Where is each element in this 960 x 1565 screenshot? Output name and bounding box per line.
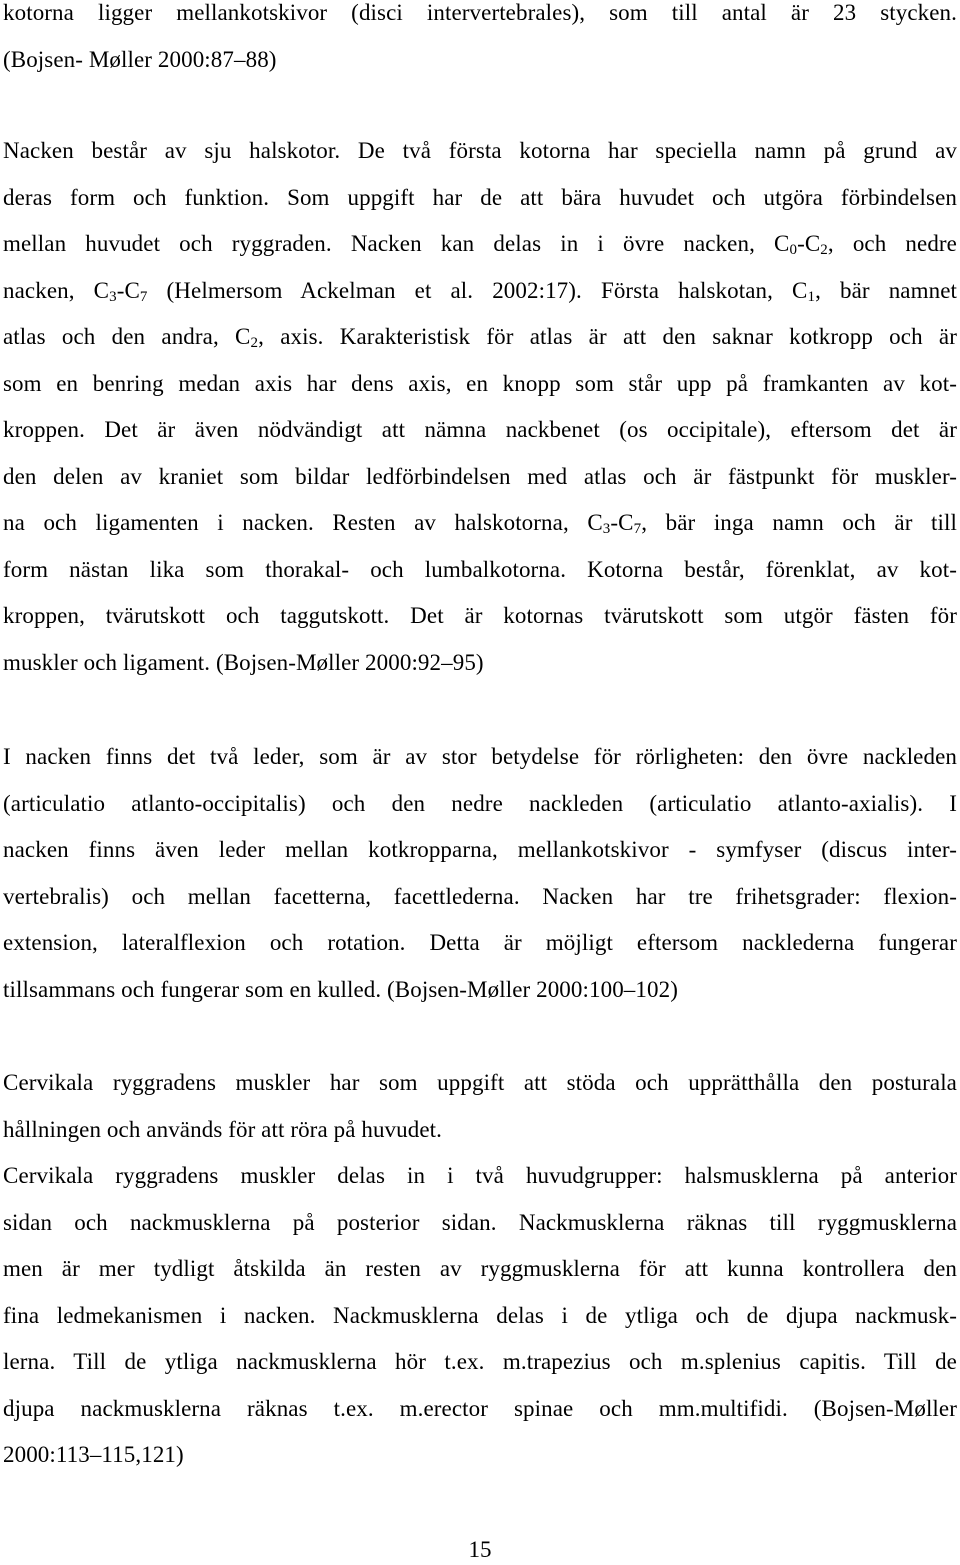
- text-line: men är mer tydligt åtskilda än resten av ryggmusklerna för att kunna kontrollera den: [3, 1256, 957, 1281]
- subscript: 2: [820, 242, 828, 258]
- text-line: sidan och nackmusklerna på posterior sidan. Nackmusklerna räknas till ryggmusklerna: [3, 1209, 957, 1235]
- subscript: 3: [109, 288, 117, 305]
- subscript: 0: [789, 242, 798, 258]
- text-line: na och ligamenten i nacken. Resten av halskotorna, $C_3-C_7$, bär inga namn och är till: [3, 510, 958, 537]
- text-line: (articulatio atlanto-occipitalis) och den nedre nackleden (articulatio atlanto-axialis). I: [3, 790, 957, 816]
- text-line: I nacken finns det två leder, som är av stor betydelse för rörligheten: den övre nackleden: [3, 744, 957, 769]
- subscript: 7: [633, 521, 642, 537]
- text-line: Nacken består av sju halskotor. De två första kotorna har speciella namn på grund av: [3, 138, 957, 163]
- text-line: kotorna ligger mellankotskivor (disci intervertebrales), som till antal är 23 stycken.: [3, 0, 957, 25]
- subscript: 7: [139, 288, 148, 305]
- text-line: nacken finns även leder mellan kotkropparna, mellankotskivor - symfyser (discus inter-: [3, 837, 957, 862]
- subscript: 2: [250, 335, 259, 351]
- text-line: vertebralis) och mellan facetterna, facettlederna. Nacken har tre frihetsgrader: flexion-: [3, 883, 957, 909]
- subscript: 1: [807, 288, 816, 305]
- paragraph-5: [3, 1153, 957, 1479]
- text-line: (Bojsen- Møller 2000:87–88): [3, 46, 277, 72]
- page-number: 15: [468, 1537, 492, 1562]
- text-line: 2000:113–115,121): [3, 1442, 184, 1467]
- text-line: tillsammans och fungerar som en kulled. (Bojsen-Møller 2000:100–102): [3, 976, 678, 1002]
- text-line: den delen av kraniet som bildar ledförbindelsen med atlas och är fästpunkt för muskler-: [3, 463, 957, 489]
- text-line: kroppen, tvärutskott och taggutskott. Det är kotornas tvärutskott som utgör fästen för: [3, 603, 957, 628]
- text-line: kroppen. Det är även nödvändigt att nämna nackbenet (os occipitale), eftersom det är: [3, 417, 957, 442]
- text-line: fina ledmekanismen i nacken. Nackmusklerna delas i de ytliga och de djupa nackmusk-: [3, 1302, 957, 1328]
- text-line: form nästan lika som thorakal- och lumbalkotorna. Kotorna består, förenklat, av kot-: [3, 556, 957, 582]
- paragraph-2: [3, 128, 957, 686]
- text-line: atlas och den andra, $C_2$, axis. Karakteristisk för atlas är att den saknar kotkropp och är: [3, 324, 957, 351]
- text-line: muskler och ligament. (Bojsen-Møller 2000:92–95): [3, 649, 484, 675]
- text-line: djupa nackmusklerna räknas t.ex. m.erector spinae och mm.multifidi. (Bojsen-Møller: [3, 1395, 957, 1421]
- text-line: lerna. Till de ytliga nackmusklerna hör t.ex. m.trapezius och m.splenius capitis. Till de: [3, 1349, 957, 1374]
- paragraph-1: [3, 0, 957, 83]
- paragraph-4: [3, 1060, 957, 1153]
- text-line: hållningen och används för att röra på huvudet.: [3, 1116, 443, 1142]
- text-line: mellan huvudet och ryggraden. Nacken kan delas in i övre nacken, $C_0-C_2$, och nedre: [3, 231, 957, 258]
- text-line: som en benring medan axis har dens axis, en knopp som står upp på framkanten av kot-: [3, 370, 957, 396]
- subscript: 3: [602, 521, 611, 537]
- text-line: Cervikala ryggradens muskler delas in i två huvudgrupper: halsmusklerna på anterior: [3, 1163, 957, 1188]
- paragraph-3: [3, 734, 957, 1013]
- text-line: extension, lateralflexion och rotation. Detta är möjligt eftersom nacklederna fungerar: [3, 930, 957, 955]
- text-line: nacken, $C_3-C_7$ (Helmersom Ackelman et al. 2002:17). Första halskotan, $C_1$, bär namnet: [3, 277, 958, 305]
- text-line: deras form och funktion. Som uppgift har de att bära huvudet och utgöra förbindelsen: [3, 184, 957, 210]
- text-line: Cervikala ryggradens muskler har som uppgift att stöda och upprätthålla den posturala: [3, 1070, 957, 1095]
